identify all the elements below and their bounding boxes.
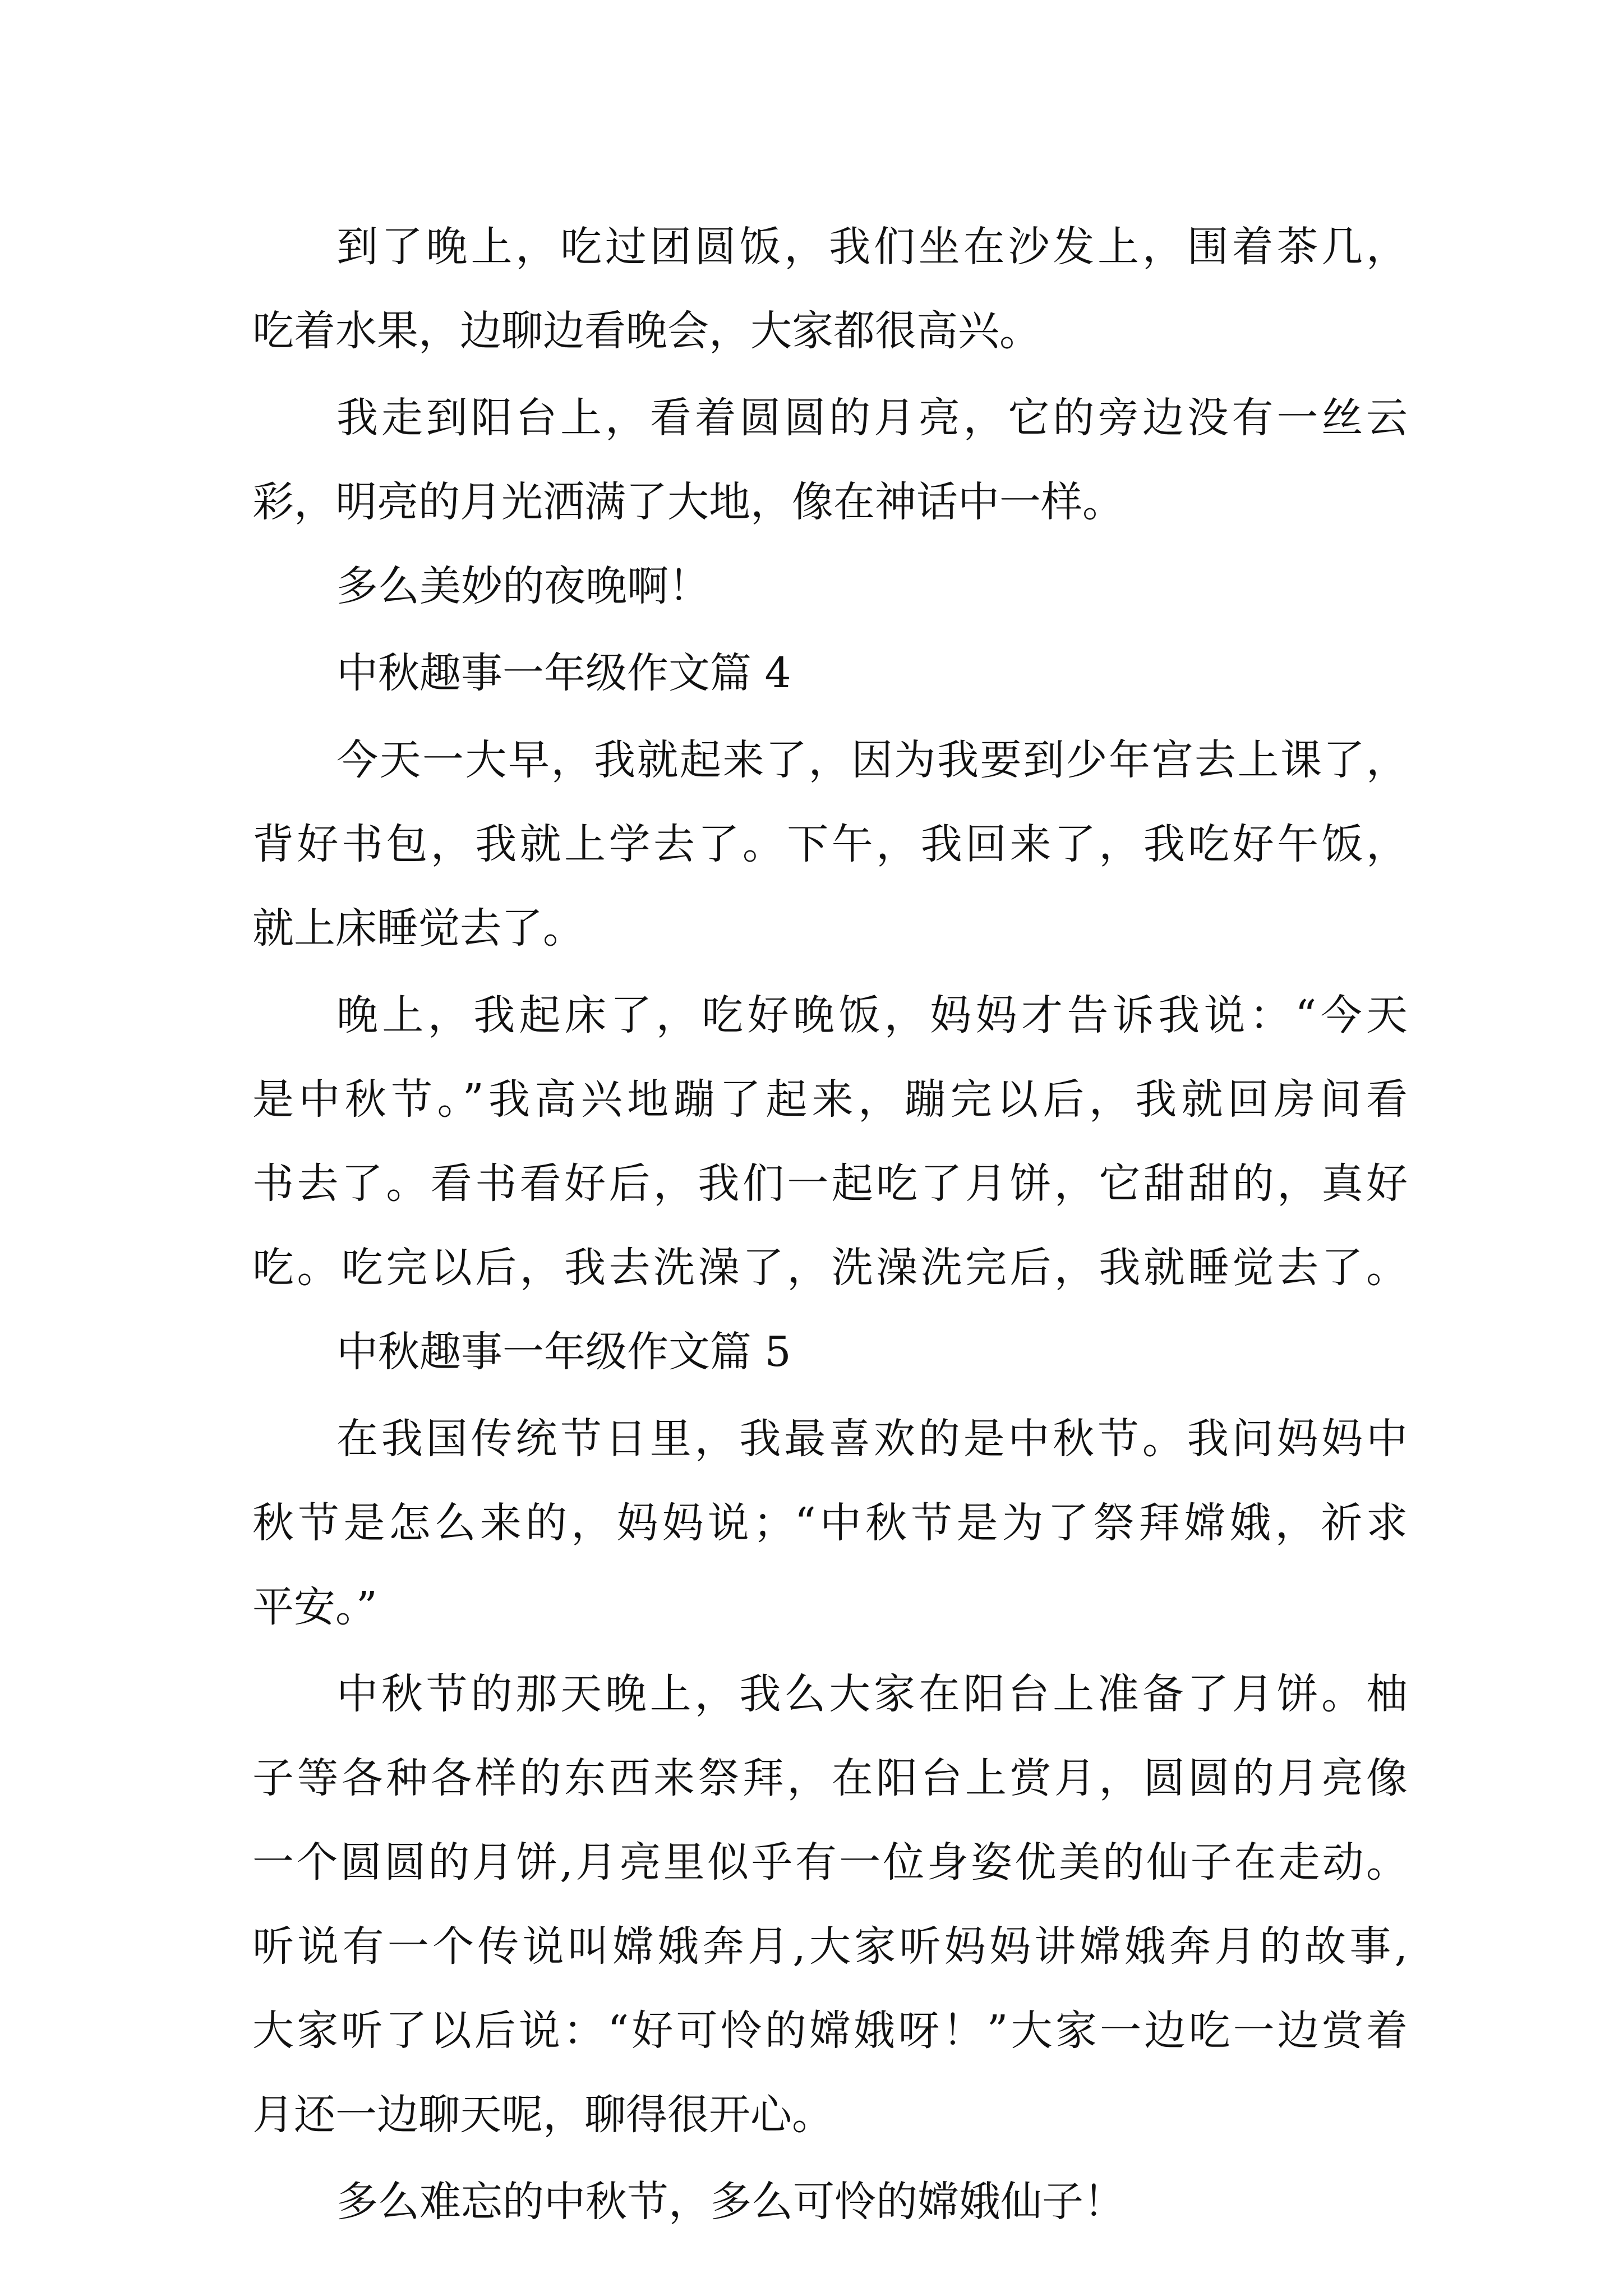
paragraph-line: 今天一大早，我就起来了，因为我要到少年宫去上课了， [336,736,1408,784]
paragraph-line: 平安。” [252,1583,377,1631]
paragraph-line: 书去了。看书看好后，我们一起吃了月饼，它甜甜的，真好 [252,1159,1408,1208]
section-heading: 中秋趣事一年级作文篇 5 [336,1328,791,1376]
paragraph-line: 是中秋节。”我高兴地蹦了起来，蹦完以后，我就回房间看 [252,1075,1408,1124]
paragraph-line: 背好书包，我就上学去了。下午，我回来了，我吃好午饭， [252,820,1408,868]
paragraph-line: 大家听了以后说：“好可怜的嫦娥呀！”大家一边吃一边赏着 [252,2007,1408,2055]
paragraph-line: 晚上，我起床了，吃好晚饭，妈妈才告诉我说：“今天 [336,991,1408,1039]
paragraph-line: 听说有一个传说叫嫦娥奔月,大家听妈妈讲嫦娥奔月的故事, [252,1922,1408,1971]
paragraph-line: 彩，明亮的月光洒满了大地，像在神话中一样。 [252,478,1124,526]
paragraph-line: 多么难忘的中秋节，多么可怜的嫦娥仙子！ [336,2178,1125,2226]
paragraph-line: 到了晚上，吃过团圆饭，我们坐在沙发上，围着茶几， [336,223,1408,271]
paragraph-line: 月还一边聊天呢，聊得很开心。 [252,2091,833,2139]
paragraph-line: 吃。吃完以后，我去洗澡了，洗澡洗完后，我就睡觉去了。 [252,1244,1408,1292]
paragraph-line: 就上床睡觉去了。 [252,904,584,953]
section-heading: 中秋趣事一年级作文篇 4 [336,649,791,697]
paragraph-line: 多么美妙的夜晚啊！ [336,562,710,610]
paragraph-line: 我走到阳台上，看着圆圆的月亮，它的旁边没有一丝云 [336,394,1408,442]
paragraph-line: 吃着水果，边聊边看晚会，大家都很高兴。 [252,307,1041,355]
paragraph-line: 秋节是怎么来的，妈妈说；“中秋节是为了祭拜嫦娥，祈求 [252,1499,1408,1547]
paragraph-line: 在我国传统节日里，我最喜欢的是中秋节。我问妈妈中 [336,1415,1408,1463]
paragraph-line: 子等各种各样的东西来祭拜，在阳台上赏月，圆圆的月亮像 [252,1754,1408,1802]
paragraph-line: 中秋节的那天晚上，我么大家在阳台上准备了月饼。柚 [336,1670,1408,1718]
paragraph-line: 一个圆圆的月饼,月亮里似乎有一位身姿优美的仙子在走动。 [252,1838,1408,1887]
